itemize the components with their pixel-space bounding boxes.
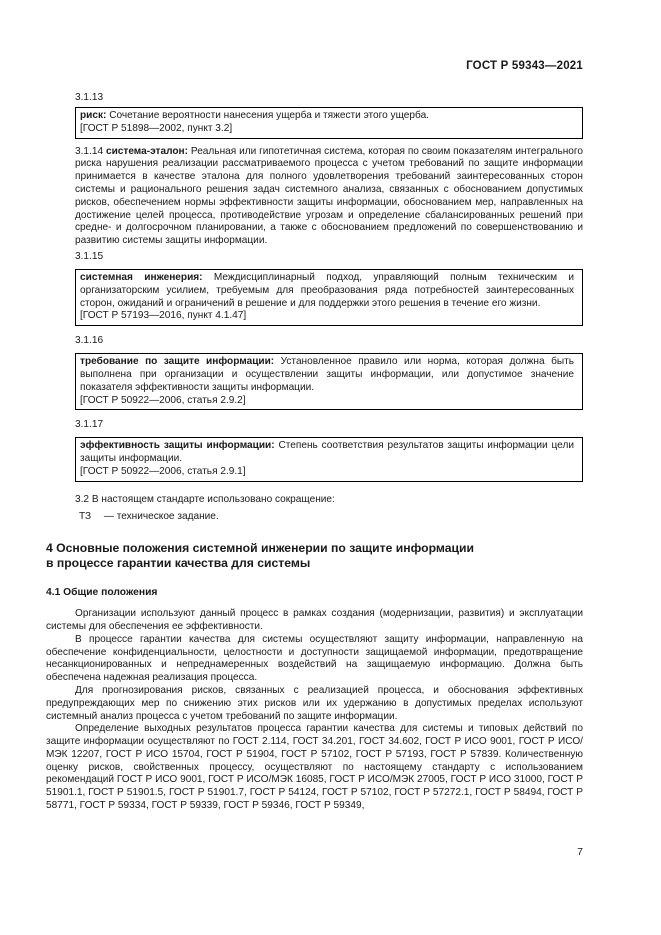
term-name: требование по защите информации:: [80, 356, 275, 368]
abbreviation-item: [75, 511, 583, 524]
etalon-definition: [75, 146, 583, 248]
term-definition: Междисциплинарный подход, управляющий полным техническим и организаторским усилием, требуемым для преобразования ряда потребностей заинтересованных сторон, ожиданий и ограничений в решение и для поддержки этого решения в течение его жизни.: [80, 271, 575, 309]
section-body: [46, 608, 583, 813]
page-number: 7: [577, 846, 583, 858]
term-definition-box: [75, 353, 583, 410]
etalon-text: Реальная или гипотетичная система, которая по своим показателям интегрального риска нарушения реализации рассматриваемого процесса с учетом требований по защите информации принимается в качестве эталона для полного удовлетворения требований заинтересованных сторон системы и рационального решения задач системного анализа, связанных с обоснованием допустимых рисков, обеспечением нормы эффективности защиты информации, обоснованием мер, направленных на достижение целей процесса, противодействие угрозам и определение сбалансированных решений при средне- и долгосрочном планировании, а также с обоснованием предложений по совершенствованию и развитию системы защиты информации.: [75, 145, 583, 247]
body-paragraph: В процессе гарантии качества для системы осуществляют защиту информации, направленную на обеспечение конфиденциальности, целостности и доступности защищаемой информации, предотвращение несанкционированных и непреднамеренных воздействий на защищаемую информацию. Должна быть обеспечена надежная реализация процесса.: [46, 633, 583, 684]
section-title-line: в процессе гарантии качества для системы: [46, 556, 311, 571]
term-definition-box: [75, 269, 583, 326]
section-title: [46, 541, 583, 571]
entry-number: 3.1.15: [75, 250, 104, 262]
term-source: [ГОСТ Р 57193—2016, пункт 4.1.47]: [80, 310, 247, 322]
page-content: [46, 92, 583, 813]
term-definition: Установленное правило или норма, которая должна быть выполнена при организации и осуществлении защиты информации, или допустимое значение показателя эффективности защиты информации.: [80, 356, 574, 393]
section-title-line: 4 Основные положения системной инженерии по защите информации: [46, 541, 475, 556]
entry-number: 3.1.17: [75, 419, 104, 431]
term-source: [ГОСТ Р 50922—2006, статья 2.9.1]: [80, 465, 246, 477]
subsection-title: 4.1 Общие положения: [46, 587, 158, 599]
abbreviations-intro: 3.2 В настоящем стандарте использовано сокращение:: [75, 493, 335, 505]
standard-header: ГОСТ Р 59343—2021: [466, 60, 583, 72]
etalon-number: 3.1.14: [75, 145, 104, 157]
term-source: [ГОСТ Р 50922—2006, статья 2.9.2]: [80, 394, 246, 406]
term-name: эффективность защиты информации:: [80, 440, 275, 452]
term-definition-box: [75, 437, 583, 481]
term-name: системная инженерия:: [80, 271, 203, 283]
entry-number: 3.1.16: [75, 335, 104, 347]
term-definition-box: [75, 107, 583, 139]
body-paragraph: Организации используют данный процесс в рамках создания (модернизации, развития) и эксплуатации системы для обеспечения ее эффективности.: [46, 608, 583, 632]
body-paragraph: Для прогнозирования рисков, связанных с реализацией процесса, и обоснования эффективных предупреждающих мер по снижению этих рисков или их удержанию в допустимых пределах используют системный анализ процесса с учетом требований по защите информации.: [46, 684, 583, 722]
etalon-term: система-эталон:: [105, 145, 189, 157]
term-definition: Сочетание вероятности нанесения ущерба и тяжести этого ущерба.: [106, 110, 429, 121]
entry-number: 3.1.13: [75, 92, 104, 103]
term-source: [ГОСТ Р 51898—2002, пункт 3.2]: [80, 122, 233, 134]
abbreviation-key: ТЗ: [79, 510, 92, 522]
abbreviation-value: — техническое задание.: [103, 510, 219, 522]
term-definition: Степень соответствия результатов защиты информации цели защиты информации.: [80, 440, 574, 465]
body-paragraph: Определение выходных результатов процесса гарантии качества для системы и типовых действий по защите информации осуществляют по ГОСТ 2.114, ГОСТ 34.201, ГОСТ 34.602, ГОСТ Р ИСО 9001, ГОСТ Р ИСО/МЭК 12207, ГОСТ Р ИСО 15704, ГОСТ Р 51904, ГОСТ Р 57102, ГОСТ Р 57193, ГОСТ Р 57839. Количественную оценку рисков, свойственных процессу, осуществляют по настоящему стандарту с использованием рекомендаций ГОСТ Р ИСО 9001, ГОСТ Р ИСО/МЭК 16085, ГОСТ Р ИСО/МЭК 27005, ГОСТ Р ИСО 31000, ГОСТ Р 51901.1, ГОСТ Р 51901.5, ГОСТ Р 51901.7, ГОСТ Р 54124, ГОСТ Р 57102, ГОСТ Р 57272.1, ГОСТ Р 58494, ГОСТ Р 58771, ГОСТ Р 59334, ГОСТ Р 59339, ГОСТ Р 59346, ГОСТ Р 59349,: [46, 723, 583, 812]
term-name: риск:: [80, 110, 107, 121]
